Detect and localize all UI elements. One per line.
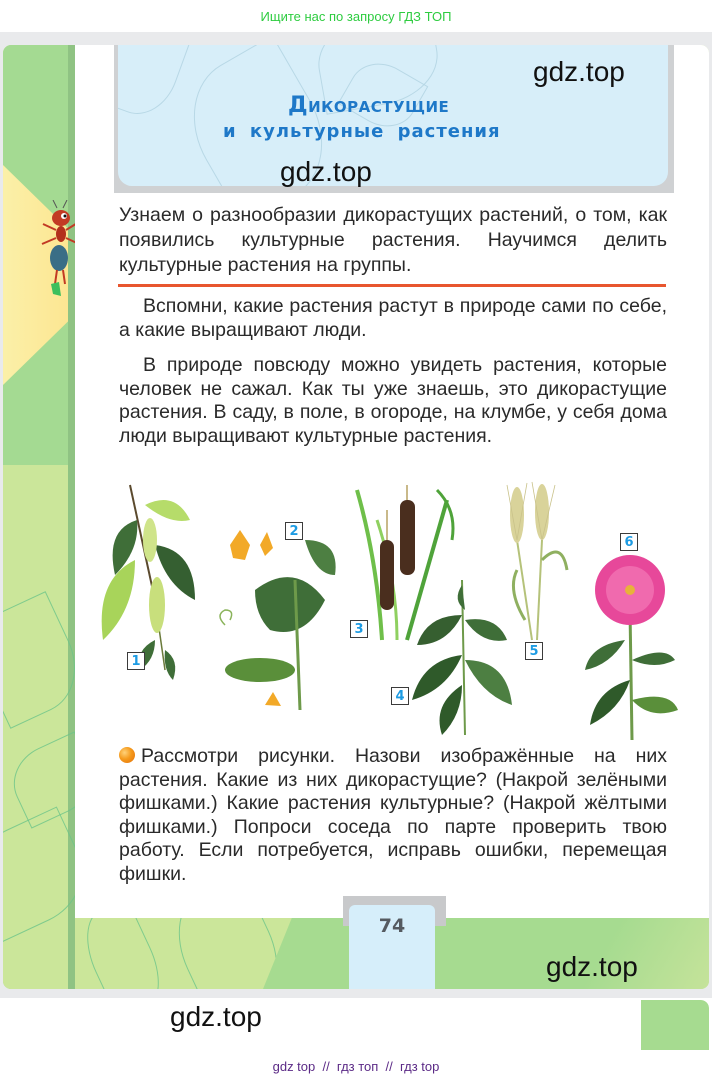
- watermark: gdz.top: [533, 56, 625, 87]
- plant-number-badge: 6: [620, 533, 638, 551]
- task-text: Рассмотри рисунки. Назови изображённые на них растения. Какие из них дикорастущие? (Накрой зелёными фишками.) Какие растения культурные? (Накрой жёлтыми фишками.) Попроси соседа по парте проверить твою работу. Если потребуется, исправь ошибки, перемещая фишки.: [119, 745, 667, 885]
- lesson-intro: Узнаем о разнообразии дикорастущих растений, о том, как появились культурные растения. Научимся делить культурные растения на группы.: [119, 204, 667, 276]
- page-content: [75, 45, 709, 918]
- paragraph-body: В природе повсюду можно увидеть растения, которые человек не сажал. Как ты уже знаешь, это дикорастущие растения. В саду, в поле, в огороде, на клумбе, у себя дома люди выращивают культурные растения.: [119, 354, 667, 447]
- birch-branch-icon: [95, 480, 205, 680]
- top-banner-text[interactable]: Ищите нас по запросу ГДЗ ТОП: [260, 8, 452, 24]
- cucumber-plant-icon: [215, 520, 355, 720]
- watermark: gdz.top: [280, 156, 372, 187]
- paragraph-remember: Вспомни, какие растения растут в природе сами по себе, а какие выращивают люди.: [119, 295, 667, 341]
- aster-flower-icon: [580, 550, 680, 740]
- footer[interactable]: [0, 1050, 712, 1082]
- page-number-tab: [349, 905, 435, 989]
- next-page-green-margin: [641, 1000, 709, 1050]
- watermark: gdz.top: [170, 1001, 262, 1032]
- plant-number-badge: 5: [525, 642, 543, 660]
- plant-number-badge: 4: [391, 687, 409, 705]
- plant-number-badge: 1: [127, 652, 145, 670]
- red-divider: [118, 284, 666, 287]
- next-page-preview: [3, 1000, 709, 1050]
- plant-number-badge: 2: [285, 522, 303, 540]
- lesson-title-line1: Дикорастущие: [288, 93, 450, 118]
- wheat-icon: [487, 480, 577, 645]
- footer-links[interactable]: gdz top // гдз топ // гдз top: [272, 1058, 440, 1074]
- page-number: 74: [378, 915, 406, 937]
- orange-bullet-icon: [119, 747, 135, 763]
- lesson-title-line2: и культурные растения: [223, 121, 501, 142]
- task-exercise: [119, 745, 667, 886]
- leaf-outline-icon: [118, 45, 191, 124]
- watermark: gdz.top: [546, 951, 638, 982]
- plant-number-badge: 3: [350, 620, 368, 638]
- top-banner[interactable]: [0, 0, 712, 32]
- textbook-page: [3, 45, 709, 989]
- plants-figure: [85, 480, 685, 735]
